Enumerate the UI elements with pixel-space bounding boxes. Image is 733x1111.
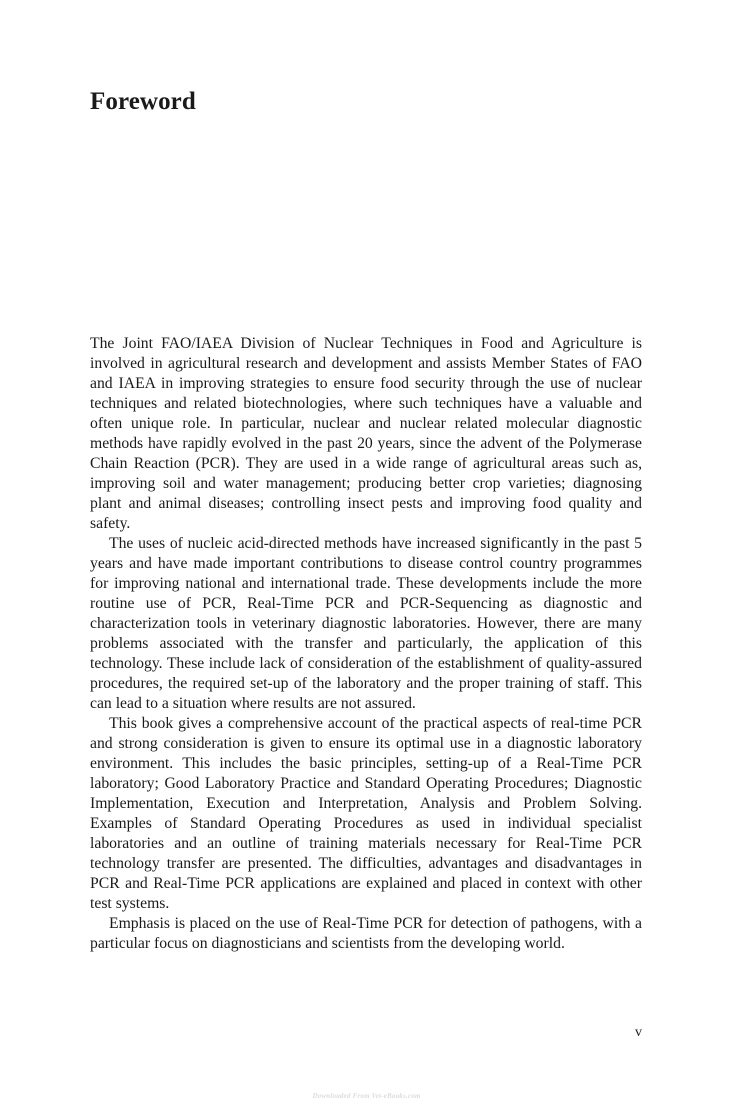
- paragraph-3: This book gives a comprehensive account of the practical aspects of real-time PCR and strong consideration is given to ensure its optimal use in a diagnostic laboratory environment. This includes the basic principles, setting-up of a Real-Time PCR laboratory; Good Laboratory Practice and Standard Operating Procedures; Diagnostic Implementation, Execution and Interpretation, Analysis and Problem Solving. Examples of Standard Operating Procedures as used in individual specialist laboratories and an outline of training materials necessary for Real-Time PCR technology transfer are presented. The difficulties, advantages and disadvantages in PCR and Real-Time PCR applications are explained and placed in context with other test systems.: [90, 715, 642, 912]
- paragraph-2: The uses of nucleic acid-directed methods have increased significantly in the past 5 years and have made important contributions to disease control country programmes for improving national and international trade. These developments include the more routine use of PCR, Real-Time PCR and PCR-Sequencing as diagnostic and characterization tools in veterinary diagnostic laboratories. However, there are many problems associated with the transfer and particularly, the application of this technology. These include lack of consideration of the establishment of quality-assured procedures, the required set-up of the laboratory and the proper training of staff. This can lead to a situation where results are not assured.: [90, 535, 642, 712]
- page-title: Foreword: [90, 88, 196, 115]
- watermark: Downloaded From Vet-eBooks.com: [312, 1092, 421, 1100]
- foreword-body: [90, 334, 642, 954]
- page-number: v: [635, 1025, 642, 1040]
- paragraph-1: The Joint FAO/IAEA Division of Nuclear Techniques in Food and Agriculture is involved in agricultural research and development and assists Member States of FAO and IAEA in improving strategies to ensure food security through the use of nuclear techniques and related biotechnologies, where such techniques have a valuable and often unique role. In particular, nuclear and nuclear related molecular diagnostic methods have rapidly evolved in the past 20 years, since the advent of the Polymerase Chain Reaction (PCR). They are used in a wide range of agricultural areas such as, improving soil and water management; producing better crop varieties; diagnosing plant and animal diseases; controlling insect pests and improving food quality and safety.: [90, 335, 642, 532]
- paragraph-4: Emphasis is placed on the use of Real-Time PCR for detection of pathogens, with a particular focus on diagnosticians and scientists from the developing world.: [90, 915, 642, 952]
